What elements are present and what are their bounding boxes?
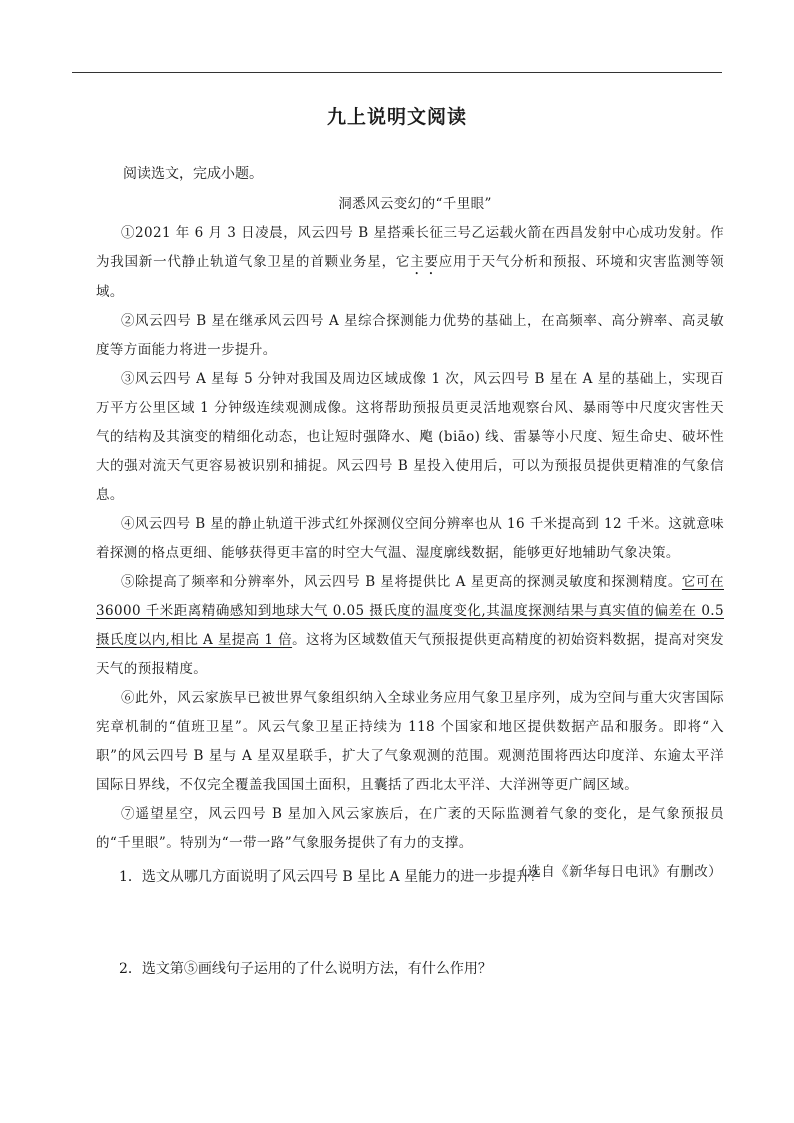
article-source: （选自《新华每日电讯》有删改）	[513, 864, 722, 880]
paragraph-7: ⑦遥望星空，风云四号 B 星加入风云家族后，在广袤的天际监测着气象的变化，是气象预报员的“千里眼”。特别为“一带一路”气象服务提供了有力的支撑。	[96, 806, 724, 851]
paragraph-5-before: ⑤除提高了频率和分辨率外，风云四号 B 星将提供比 A 星更高的探测灵敏度和探测精度。	[120, 574, 682, 590]
article	[96, 190, 724, 887]
page-title: 九上说明文阅读	[326, 106, 467, 128]
paragraph-6: ⑥此外，风云家族早已被世界气象组织纳入全球业务应用气象卫星序列，成为空间与重大灾害国际宪章机制的“值班卫星”。风云气象卫星正持续为 118 个国家和地区提供数据产品和服务。即将“入职”的风云四号 B 星与 A 星双星联手，扩大了气象观测的范围。观测范围将西达印度洋、东逾太平洋国际日界线，不仅完全覆盖我国国土面积，且囊括了西北太平洋、大洋洲等更广阔区域。	[96, 690, 724, 793]
paragraph-1-before: ①2021 年 6 月 3 日凌晨，风云四号 B 星搭乘长征三号乙运载火箭在西昌发射中心成功发射。作为我国新一代静止轨道气象卫星的首颗业务星，它	[96, 225, 724, 270]
paragraph-4: ④风云四号 B 星的静止轨道干涉式红外探测仪空间分辨率也从 16 千米提高到 12 千米。这就意味着探测的格点更细、能够获得更丰富的时空大气温、湿度廓线数据，能够更好地辅助气象决策。	[96, 516, 724, 561]
question-2: 2．选文第⑤画线句子运用的了什么说明方法，有什么作用？	[119, 961, 492, 977]
paragraph-3: ③风云四号 A 星每 5 分钟对我国及周边区域成像 1 次，风云四号 B 星在 A 星的基础上，实现百万平方公里区域 1 分钟级连续观测成像。这将帮助预报员更灵活地观察台风、暴雨等中尺度灾害性天气的结构及其演变的精细化动态，也让短时强降水、飑 (biāo) 线、雷暴等小尺度、短生命史、破坏性大的强对流天气更容易被识别和捕捉。风云四号 B 星投入使用后，可以为预报员提供更精准的气象信息。	[96, 371, 724, 503]
question-1: 1．选文从哪几方面说明了风云四号 B 星比 A 星能力的进一步提升？	[119, 869, 545, 885]
paragraph-1-after: 应用于天气分析和预报、环境和灾害监测等领域。	[96, 254, 724, 300]
intro-instruction: 阅读选文，完成小题。	[123, 166, 263, 182]
paragraph-1	[96, 219, 724, 307]
paragraph-5	[96, 568, 724, 684]
paragraph-5-underlined-sentence: 它可在 36000 千米距离精确感知到地球大气 0.05 摄氏度的温度变化,其温度探测结果与真实值的偏差在 0.5 摄氏度以内,相比 A 星提高 1 倍	[96, 574, 724, 648]
paragraph-2: ②风云四号 B 星在继承风云四号 A 星综合探测能力优势的基础上，在高频率、高分辨率、高灵敏度等方面能力将进一步提升。	[96, 313, 724, 358]
header-rule	[72, 72, 722, 73]
article-title: 洞悉风云变幻的“千里眼”	[338, 196, 492, 212]
paragraph-5-after: 。这将为区域数值天气预报提供更高精度的初始资料数据，提高对突发天气的预报精度。	[96, 632, 725, 677]
paragraph-1-emphasis: 主要	[410, 254, 439, 270]
